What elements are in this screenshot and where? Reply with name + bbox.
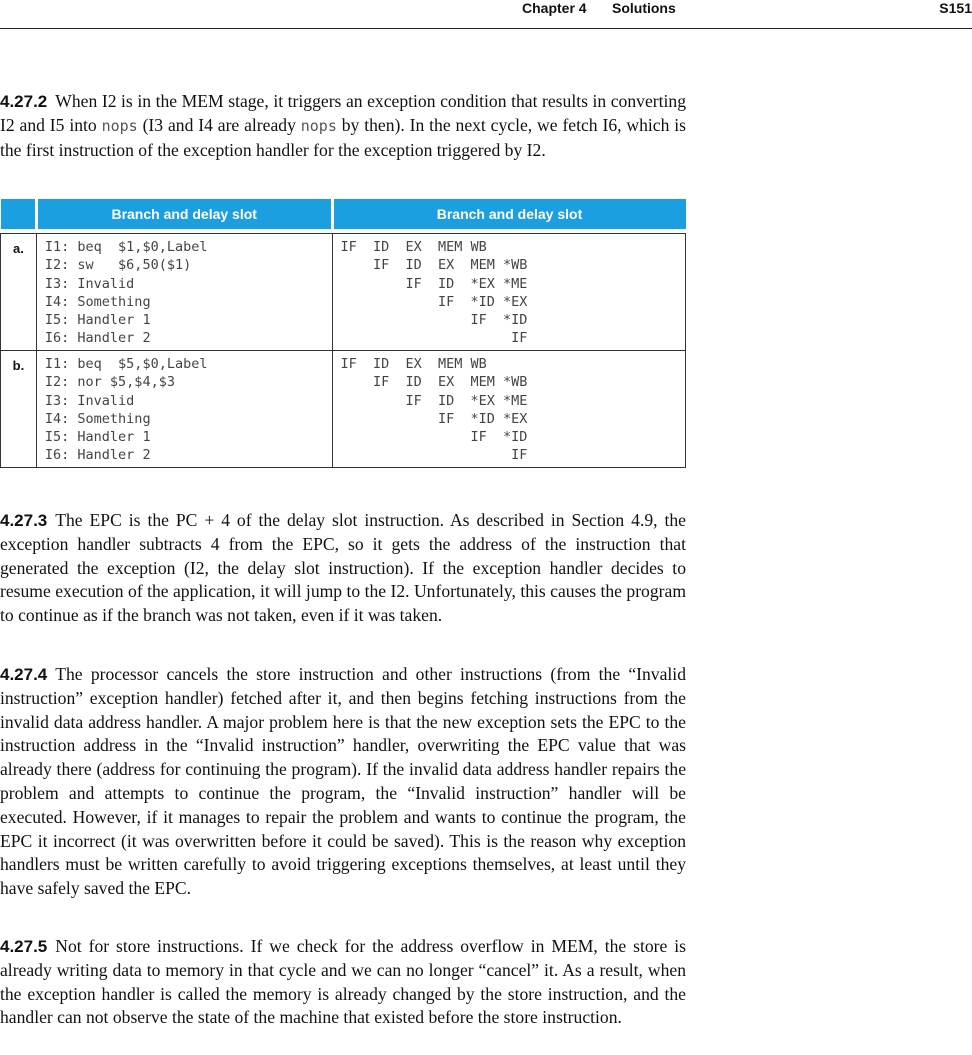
row-code: I1: beq $1,$0,Label I2: sw $6,50($1) I3: Invalid I4: Something I5: Handler 1 I6: Handler 2 xyxy=(36,234,332,351)
table-row xyxy=(1,351,686,468)
table-header-empty xyxy=(1,199,37,229)
pipeline-table xyxy=(0,199,686,468)
paragraph-text: The processor cancels the store instruction and other instructions (from the “Invalid instruction” exception handler) fetched after it, and then begins fetching instructions from the invalid data address handler. A major problem here is that the new exception sets the EPC to the instruction address in the “Invalid instruction” handler, overwriting the EPC value that was already there (address for continuing the program). If the invalid data address handler repairs the problem and attempts to continue the program, the “Invalid instruction” handler will be executed. However, if it manages to repair the problem and wants to continue the program, the EPC it incorrect (it was overwritten before it could be saved). This is the reason why exception handlers must be written carefully to avoid triggering exceptions themselves, at least until they have safely saved the EPC. xyxy=(0,664,686,899)
paragraph-4-27-2 xyxy=(0,90,686,162)
page-header xyxy=(0,0,972,29)
paragraph-4-27-3 xyxy=(0,509,686,628)
row-code: I1: beq $5,$0,Label I2: nor $5,$4,$3 I3: Invalid I4: Something I5: Handler 1 I6: Handler 2 xyxy=(36,351,332,468)
paragraph-text: (I3 and I4 are already xyxy=(137,114,301,135)
header-chapter: Chapter 4 xyxy=(522,0,587,16)
table-header-code: Branch and delay slot xyxy=(36,199,332,229)
row-label: b. xyxy=(1,351,37,468)
paragraph-text: by then). In the next cycle, we fetch I6, which is the first instruction of the exception handler for the exception triggered by I2. xyxy=(0,114,687,160)
section-number: 4.27.3 xyxy=(0,511,48,530)
paragraph-text: Not for store instructions. If we check for the address overflow in MEM, the store is already writing data to memory in that cycle and we can no longer “cancel” it. As a result, when the exception handler is called the memory is already changed by the store instruction, and the handler can not observe the state of the machine that existed before the store instruction. xyxy=(0,936,686,1028)
section-number: 4.27.2 xyxy=(0,92,48,111)
table-row xyxy=(1,234,686,351)
header-page-number: S151 xyxy=(939,0,972,16)
table-header-pipeline: Branch and delay slot xyxy=(332,199,686,229)
paragraph-4-27-5 xyxy=(0,935,686,1030)
code-nops: nops xyxy=(101,116,138,135)
section-number: 4.27.5 xyxy=(0,937,48,956)
row-pipeline: IF ID EX MEM WB IF ID EX MEM *WB IF ID *EX *ME IF *ID *EX IF *ID IF xyxy=(332,234,686,351)
table-header-row xyxy=(1,199,686,229)
section-number: 4.27.4 xyxy=(0,665,48,684)
paragraph-text: The EPC is the PC + 4 of the delay slot instruction. As described in Section 4.9, the exception handler subtracts 4 from the EPC, so it gets the address of the instruction that generated the exception (I2, the delay slot instruction). If the exception handler decides to resume execution of the application, it will jump to the I2. Unfortunately, this causes the program to continue as if the branch was not taken, even if it was taken. xyxy=(0,510,686,626)
paragraph-4-27-4 xyxy=(0,663,686,901)
row-pipeline: IF ID EX MEM WB IF ID EX MEM *WB IF ID *EX *ME IF *ID *EX IF *ID IF xyxy=(332,351,686,468)
row-label: a. xyxy=(1,234,37,351)
header-section: Solutions xyxy=(612,0,676,16)
code-nops: nops xyxy=(300,116,337,135)
paragraph-text: When I2 is in the MEM stage, it triggers an exception condition that results in converting I2 and I5 into xyxy=(0,91,686,135)
